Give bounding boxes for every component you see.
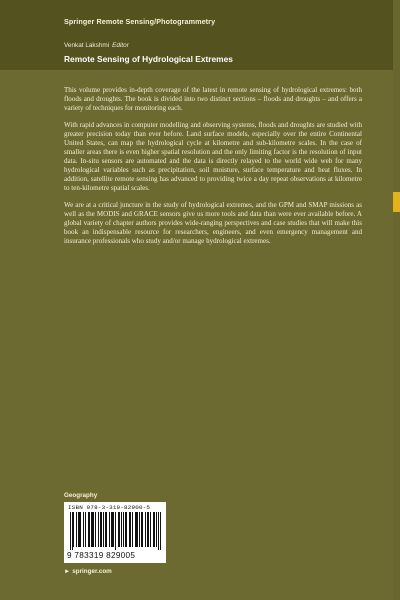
book-title: Remote Sensing of Hydrological Extremes — [64, 54, 233, 64]
website-link[interactable] — [64, 568, 112, 575]
barcode-bar — [80, 512, 81, 547]
isbn-text: ISBN 978-3-319-82900-5 — [68, 504, 151, 511]
barcode-bar — [148, 512, 149, 547]
website-text: springer.com — [72, 568, 112, 575]
barcode-box — [64, 502, 166, 563]
barcode-bar — [91, 512, 92, 547]
barcode-bar — [154, 512, 155, 547]
barcode-bar — [123, 512, 124, 547]
barcode-bar — [119, 512, 120, 547]
barcode-bar — [76, 512, 77, 547]
barcode-bar — [98, 512, 99, 547]
blurb-paragraph: With rapid advances in computer modelling and observing systems, floods and droughts are studied with greater precision today than ever before. Land surface models, especially over the entire Continental United States, can map the hydrological cycle at kilometre and sub-kilometre scales. In the case of smaller areas there is even higher spatial resolution and the only limiting factor is the resolution of input data. In-situ sensors are automated and the data is directly relayed to the world wide web for many hydrological variables such as precipitation, soil moisture, surface temperature and heat fluxes. In addition, satellite remote sensing has advanced to providing twice a day repeat observations at kilometre to ten-kilometre spatial scales. — [64, 120, 362, 193]
blurb-paragraph: This volume provides in-depth coverage of the latest in remote sensing of hydrological extremes: both floods and droughts. The book is divided into two distinct sections – floods and droughts – and offers a variety of techniques for monitoring each. — [64, 86, 362, 113]
barcode-bar — [72, 512, 73, 550]
barcode-bar — [158, 512, 159, 550]
barcode — [68, 512, 162, 550]
barcode-bar — [118, 512, 119, 547]
blurb-paragraph: We are at a critical juncture in the study of hydrological extremes, and the GPM and SMAP missions as well as the MODIS and GRACE sensors give us more tools and data than were ever available before. A global variety of chapter authors provides wide-ranging perspectives and case studies that will make this book an indispensable resource for researchers, engineers, and even emergency management and insurance professionals who study and/or manage hydrological extremes. — [64, 201, 362, 246]
barcode-bar — [89, 512, 90, 547]
barcode-bar — [92, 512, 93, 547]
barcode-bar — [115, 512, 116, 550]
barcode-bar — [101, 512, 102, 547]
barcode-bar — [121, 512, 122, 547]
spine-edge — [393, 0, 400, 600]
barcode-bar — [79, 512, 80, 547]
barcode-bar — [73, 512, 74, 547]
barcode-bar — [106, 512, 107, 547]
barcode-bar — [132, 512, 133, 547]
barcode-bar — [100, 512, 101, 547]
barcode-bar — [139, 512, 140, 547]
editor-role: Editor — [112, 42, 129, 49]
barcode-bar — [136, 512, 137, 547]
barcode-bar — [93, 512, 94, 547]
barcode-bar — [150, 512, 151, 547]
barcode-bar — [130, 512, 131, 547]
barcode-bar — [129, 512, 130, 547]
editor-name: Venkat Lakshmi — [64, 42, 110, 49]
barcode-bar — [142, 512, 143, 547]
barcode-bar — [135, 512, 136, 547]
barcode-bar — [145, 512, 146, 547]
barcode-digits: 9 783319 829005 — [67, 551, 136, 560]
subject-label: Geography — [64, 492, 98, 499]
barcode-bar — [147, 512, 148, 547]
blurb — [64, 86, 362, 254]
barcode-bar — [137, 512, 138, 547]
barcode-bar — [153, 512, 154, 547]
editor-line — [64, 42, 129, 49]
series-name: Springer Remote Sensing/Photogrammetry — [64, 17, 216, 26]
barcode-bar — [126, 512, 127, 547]
barcode-bar — [78, 512, 79, 547]
barcode-bar — [105, 512, 106, 547]
barcode-bar — [113, 512, 114, 547]
barcode-bar — [70, 512, 71, 550]
barcode-bar — [95, 512, 96, 547]
barcode-bar — [103, 512, 104, 547]
barcode-bar — [125, 512, 126, 547]
barcode-bar — [160, 512, 161, 550]
barcode-bar — [141, 512, 142, 547]
arrow-right-icon: ► — [64, 568, 71, 575]
accent-mark — [393, 192, 400, 212]
barcode-bar — [85, 512, 86, 547]
barcode-bar — [112, 512, 113, 547]
barcode-bar — [83, 512, 84, 547]
barcode-bar — [111, 512, 112, 547]
barcode-bar — [109, 512, 110, 547]
barcode-bar — [156, 512, 157, 547]
barcode-bar — [88, 512, 89, 547]
